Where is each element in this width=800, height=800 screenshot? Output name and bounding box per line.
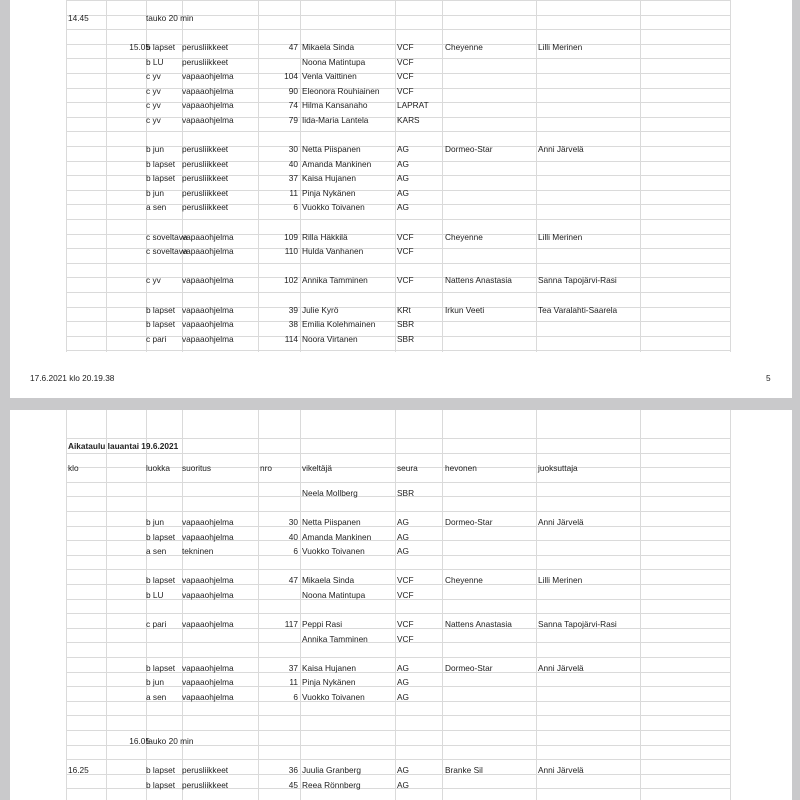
cell-nro: 47 <box>288 42 298 52</box>
cell-suoritus: vapaaohjelma <box>182 663 234 673</box>
cell-seura: VCF <box>397 71 414 81</box>
cell-luokka: c soveltava <box>146 232 188 242</box>
cell-nro: 109 <box>284 232 298 242</box>
cell-seura: AG <box>397 517 409 527</box>
cell-suoritus: vapaaohjelma <box>182 86 234 96</box>
cell-vikeltaja: Netta Piispanen <box>302 517 361 527</box>
cell-seura: KRt <box>397 305 411 315</box>
cell-luokka: b lapset <box>146 42 176 52</box>
cell-seura: KARS <box>397 115 420 125</box>
cell-nro: 102 <box>284 275 298 285</box>
cell-luokka: b lapset <box>146 305 176 315</box>
cell-vikeltaja: Julie Kyrö <box>302 305 339 315</box>
cell-header-klo: klo <box>68 463 79 473</box>
cell-hevonen: Cheyenne <box>445 232 483 242</box>
cell-klo: 16.05 <box>129 736 150 746</box>
cell-suoritus: perusliikkeet <box>182 188 229 198</box>
cell-luokka: tauko 20 min <box>146 736 194 746</box>
grid-line <box>66 453 730 454</box>
cell-nro: 30 <box>288 517 298 527</box>
cell-luokka: b jun <box>146 188 164 198</box>
cell-suoritus: vapaaohjelma <box>182 517 234 527</box>
grid-line <box>66 730 730 731</box>
cell-luokka: c pari <box>146 619 167 629</box>
cell-vikeltaja: Peppi Rasi <box>302 619 343 629</box>
cell-seura: VCF <box>397 590 414 600</box>
cell-vikeltaja: Hulda Vanhanen <box>302 246 364 256</box>
cell-juoksuttaja: Lilli Merinen <box>538 575 583 585</box>
cell-luokka: c yv <box>146 115 161 125</box>
cell-vikeltaja: Vuokko Toivanen <box>302 202 365 212</box>
cell-nro: 11 <box>289 188 298 198</box>
cell-vikeltaja: Kaisa Hujanen <box>302 173 356 183</box>
cell-vikeltaja: Hilma Kansanaho <box>302 100 368 110</box>
cell-luokka: b jun <box>146 517 164 527</box>
cell-nro: 114 <box>284 334 298 344</box>
cell-juoksuttaja: Sanna Tapojärvi-Rasi <box>538 275 617 285</box>
cell-vikeltaja: Noona Matintupa <box>302 57 366 67</box>
cell-seura: AG <box>397 202 409 212</box>
cell-seura: VCF <box>397 86 414 96</box>
cell-suoritus: vapaaohjelma <box>182 575 234 585</box>
cell-seura: AG <box>397 765 409 775</box>
cell-suoritus: perusliikkeet <box>182 173 229 183</box>
cell-hevonen: Dormeo-Star <box>445 663 493 673</box>
cell-seura: VCF <box>397 232 414 242</box>
grid-line <box>66 131 730 132</box>
cell-nro: 6 <box>293 202 298 212</box>
cell-nro: 36 <box>288 765 298 775</box>
cell-luokka: c yv <box>146 275 161 285</box>
cell-seura: AG <box>397 144 409 154</box>
cell-vikeltaja: Iida-Maria Lantela <box>302 115 369 125</box>
cell-header-hevonen: hevonen <box>445 463 477 473</box>
cell-juoksuttaja: Anni Järvelä <box>538 517 584 527</box>
cell-suoritus: vapaaohjelma <box>182 275 234 285</box>
grid-line <box>66 350 730 351</box>
cell-suoritus: perusliikkeet <box>182 765 229 775</box>
cell-vikeltaja: Vuokko Toivanen <box>302 546 365 556</box>
cell-seura: LAPRAT <box>397 100 429 110</box>
cell-luokka: tauko 20 min <box>146 13 194 23</box>
cell-luokka: b lapset <box>146 159 176 169</box>
cell-vikeltaja: Juulia Granberg <box>302 765 362 775</box>
cell-suoritus: vapaaohjelma <box>182 305 234 315</box>
cell-juoksuttaja: Anni Järvelä <box>538 765 584 775</box>
cell-vikeltaja: Eleonora Rouhiainen <box>302 86 380 96</box>
grid-line <box>66 29 730 30</box>
cell-seura: SBR <box>397 319 415 329</box>
cell-seura: VCF <box>397 42 414 52</box>
cell-suoritus: perusliikkeet <box>182 57 229 67</box>
cell-hevonen: Cheyenne <box>445 575 483 585</box>
cell-juoksuttaja: Lilli Merinen <box>538 42 583 52</box>
cell-luokka: b lapset <box>146 780 176 790</box>
cell-seura: VCF <box>397 57 414 67</box>
cell-juoksuttaja: Anni Järvelä <box>538 663 584 673</box>
grid-line <box>66 292 730 293</box>
cell-suoritus: vapaaohjelma <box>182 232 234 242</box>
cell-nro: 11 <box>289 677 298 687</box>
cell-luokka: a sen <box>146 202 167 212</box>
cell-vikeltaja: Neela Mollberg <box>302 488 358 498</box>
cell-suoritus: perusliikkeet <box>182 202 229 212</box>
cell-nro: 37 <box>288 173 298 183</box>
cell-seura: AG <box>397 780 409 790</box>
grid-line <box>66 657 730 658</box>
cell-seura: AG <box>397 546 409 556</box>
cell-nro: 104 <box>284 71 298 81</box>
cell-hevonen: Nattens Anastasia <box>445 619 512 629</box>
cell-luokka: c yv <box>146 86 161 96</box>
cell-nro: 40 <box>288 159 298 169</box>
cell-seura: AG <box>397 173 409 183</box>
cell-hevonen: Irkun Veeti <box>445 305 485 315</box>
cell-luokka: b lapset <box>146 663 176 673</box>
grid-line <box>258 410 259 800</box>
cell-hevonen: Dormeo-Star <box>445 144 493 154</box>
cell-suoritus: perusliikkeet <box>182 144 229 154</box>
cell-nro: 79 <box>288 115 298 125</box>
grid-line <box>66 511 730 512</box>
cell-luokka: c yv <box>146 71 161 81</box>
cell-nro: 6 <box>293 692 298 702</box>
spreadsheet-page-6 <box>10 410 792 800</box>
grid-line <box>66 0 67 352</box>
cell-vikeltaja: Rilla Häkkilä <box>302 232 348 242</box>
cell-vikeltaja: Vuokko Toivanen <box>302 692 365 702</box>
grid-line <box>730 0 731 352</box>
grid-line <box>66 438 730 439</box>
cell-nro: 47 <box>288 575 298 585</box>
cell-vikeltaja: Mikaela Sinda <box>302 42 355 52</box>
cell-vikeltaja: Noona Matintupa <box>302 590 366 600</box>
cell-vikeltaja: Venla Vaittinen <box>302 71 357 81</box>
cell-suoritus: perusliikkeet <box>182 42 229 52</box>
grid-line <box>66 482 730 483</box>
cell-hevonen: Cheyenne <box>445 42 483 52</box>
cell-header-vikeltaja: vikeltäjä <box>302 463 332 473</box>
cell-seura: VCF <box>397 619 414 629</box>
cell-header-seura: seura <box>397 463 418 473</box>
page-number: 5 <box>766 373 771 383</box>
cell-nro: 117 <box>284 619 298 629</box>
cell-suoritus: vapaaohjelma <box>182 692 234 702</box>
cell-hevonen: Nattens Anastasia <box>445 275 512 285</box>
cell-suoritus: vapaaohjelma <box>182 115 234 125</box>
cell-luokka: c pari <box>146 334 167 344</box>
cell-luokka: b LU <box>146 57 164 67</box>
grid-line <box>66 613 730 614</box>
cell-luokka: c soveltava <box>146 246 188 256</box>
cell-luokka: a sen <box>146 692 167 702</box>
cell-vikeltaja: Pinja Nykänen <box>302 188 356 198</box>
cell-vikeltaja: Annika Tamminen <box>302 275 368 285</box>
cell-hevonen: Dormeo-Star <box>445 517 493 527</box>
cell-klo: 15.05 <box>129 42 150 52</box>
cell-header-nro: nro <box>260 463 272 473</box>
cell-suoritus: vapaaohjelma <box>182 619 234 629</box>
grid-line <box>536 410 537 800</box>
cell-seura: AG <box>397 188 409 198</box>
cell-luokka: b lapset <box>146 173 176 183</box>
cell-nro: 40 <box>288 532 298 542</box>
cell-juoksuttaja: Tea Varalahti-Saarela <box>538 305 618 315</box>
cell-hevonen: Branke Sil <box>445 765 483 775</box>
cell-suoritus: perusliikkeet <box>182 159 229 169</box>
grid-line <box>66 759 730 760</box>
cell-suoritus: tekninen <box>182 546 214 556</box>
grid-line <box>66 569 730 570</box>
cell-klo: 14.45 <box>68 13 89 23</box>
cell-nro: 38 <box>288 319 298 329</box>
cell-suoritus: vapaaohjelma <box>182 246 234 256</box>
grid-line <box>66 219 730 220</box>
cell-suoritus: vapaaohjelma <box>182 590 234 600</box>
cell-seura: VCF <box>397 246 414 256</box>
cell-vikeltaja: Reea Rönnberg <box>302 780 361 790</box>
cell-suoritus: vapaaohjelma <box>182 677 234 687</box>
cell-suoritus: vapaaohjelma <box>182 334 234 344</box>
cell-nro: 39 <box>288 305 298 315</box>
grid-line <box>730 410 731 800</box>
cell-seura: VCF <box>397 634 414 644</box>
cell-header-suoritus: suoritus <box>182 463 212 473</box>
cell-vikeltaja: Noora Virtanen <box>302 334 358 344</box>
cell-nro: 74 <box>288 100 298 110</box>
cell-header-luokka: luokka <box>146 463 170 473</box>
cell-luokka: b lapset <box>146 319 176 329</box>
cell-nro: 45 <box>288 780 298 790</box>
cell-vikeltaja: Kaisa Hujanen <box>302 663 356 673</box>
cell-seura: AG <box>397 692 409 702</box>
grid-line <box>66 715 730 716</box>
grid-line <box>66 0 730 1</box>
cell-seura: AG <box>397 677 409 687</box>
grid-line <box>536 0 537 352</box>
grid-line <box>300 410 301 800</box>
cell-seura: SBR <box>397 334 415 344</box>
cell-luokka: b LU <box>146 590 164 600</box>
cell-luokka: c yv <box>146 100 161 110</box>
cell-nro: 110 <box>284 246 298 256</box>
cell-luokka: b lapset <box>146 575 176 585</box>
cell-suoritus: vapaaohjelma <box>182 71 234 81</box>
cell-juoksuttaja: Lilli Merinen <box>538 232 583 242</box>
cell-nro: 30 <box>288 144 298 154</box>
cell-suoritus: vapaaohjelma <box>182 532 234 542</box>
grid-line <box>66 410 67 800</box>
cell-header-juoksuttaja: juoksuttaja <box>538 463 578 473</box>
cell-suoritus: vapaaohjelma <box>182 319 234 329</box>
grid-line <box>300 0 301 352</box>
cell-vikeltaja: Annika Tamminen <box>302 634 368 644</box>
cell-luokka: b jun <box>146 144 164 154</box>
spreadsheet-page-5 <box>10 0 792 398</box>
cell-nro: 90 <box>288 86 298 96</box>
cell-luokka: b lapset <box>146 532 176 542</box>
cell-nro: 37 <box>288 663 298 673</box>
cell-seura: SBR <box>397 488 415 498</box>
cell-vikeltaja: Amanda Mankinen <box>302 532 372 542</box>
cell-seura: AG <box>397 663 409 673</box>
cell-juoksuttaja: Sanna Tapojärvi-Rasi <box>538 619 617 629</box>
cell-luokka: b lapset <box>146 765 176 775</box>
cell-luokka: b jun <box>146 677 164 687</box>
cell-seura: AG <box>397 159 409 169</box>
cell-sheet-title: Aikataulu lauantai 19.6.2021 <box>68 441 179 451</box>
cell-vikeltaja: Pinja Nykänen <box>302 677 356 687</box>
cell-vikeltaja: Amanda Mankinen <box>302 159 372 169</box>
cell-seura: VCF <box>397 575 414 585</box>
grid-line <box>66 263 730 264</box>
cell-seura: AG <box>397 532 409 542</box>
cell-klo: 16.25 <box>68 765 89 775</box>
cell-suoritus: perusliikkeet <box>182 780 229 790</box>
cell-vikeltaja: Netta Piispanen <box>302 144 361 154</box>
print-timestamp: 17.6.2021 klo 20.19.38 <box>30 373 115 383</box>
cell-nro: 6 <box>293 546 298 556</box>
cell-suoritus: vapaaohjelma <box>182 100 234 110</box>
cell-vikeltaja: Mikaela Sinda <box>302 575 355 585</box>
cell-vikeltaja: Emilia Kolehmainen <box>302 319 376 329</box>
cell-seura: VCF <box>397 275 414 285</box>
cell-luokka: a sen <box>146 546 167 556</box>
cell-juoksuttaja: Anni Järvelä <box>538 144 584 154</box>
